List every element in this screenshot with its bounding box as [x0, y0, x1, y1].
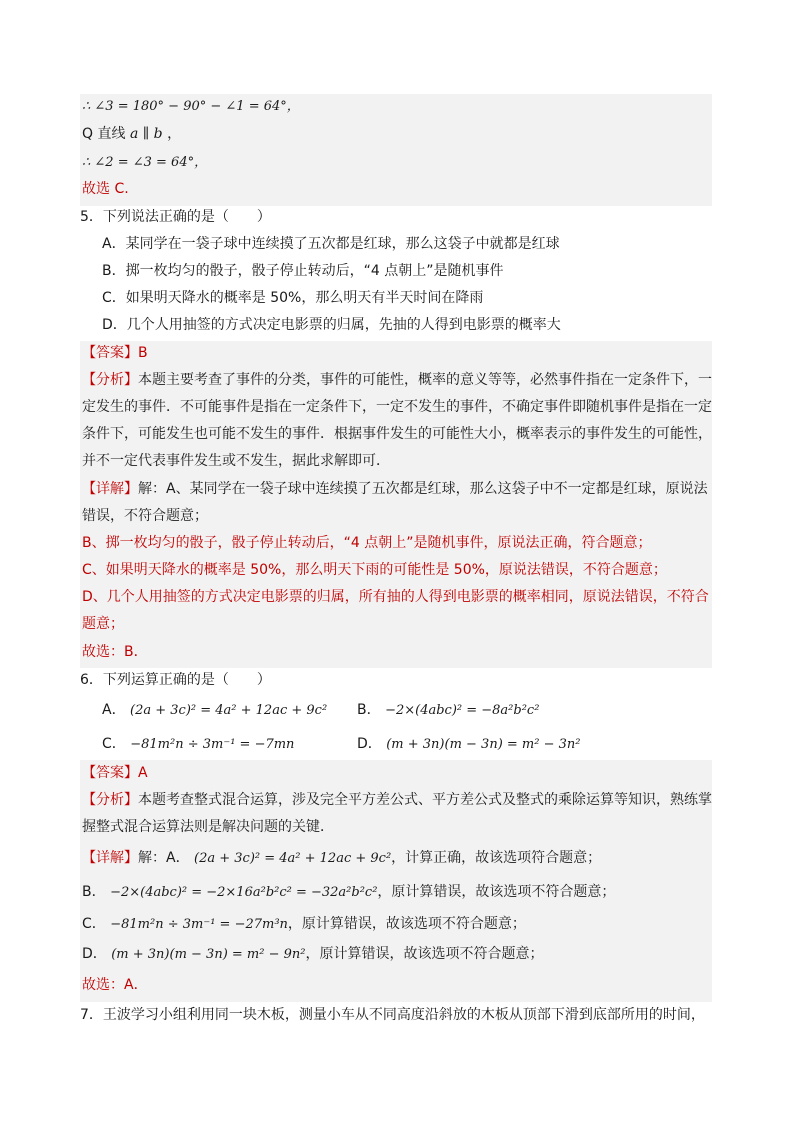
- q6-detail-d-post: ，原计算错误，故该选项不符合题意；: [305, 946, 544, 962]
- q6-detail-b: [82, 883, 615, 902]
- q5-answer: [82, 344, 148, 362]
- q5-detail-tag: 【详解】: [82, 481, 138, 497]
- q5-stem: 5．下列说法正确的是（ ）: [80, 209, 271, 225]
- q5-option-c: C．如果明天降水的概率是 50%，那么明天有半天时间在降雨: [102, 290, 484, 306]
- q6-analysis-text-1: 本题考查整式混合运算，涉及完全平方差公式、平方差公式及整式的乘除运算等知识，熟练掌: [138, 792, 712, 808]
- q6-option-a-expr: (2a + 3c)² = 4a² + 12ac + 9c²: [130, 703, 328, 718]
- q6-detail-b-expr: −2×(4abc)² = −2×16a²b²c² = −32a²b²c²: [110, 885, 378, 900]
- q6-answer: [82, 764, 148, 782]
- q6-detail-c-expr: −81m²n ÷ 3m⁻¹ = −27m³n: [110, 917, 288, 932]
- q6-analysis-2: 握整式混合运算法则是解决问题的关键．: [82, 819, 334, 835]
- q5-analysis-1: [82, 371, 712, 389]
- solution-shade-q5: [80, 341, 712, 668]
- q6-analysis-1: [82, 791, 712, 809]
- q5-analysis-tag: 【分析】: [82, 372, 138, 388]
- q6-detail-d-pre: D．: [82, 946, 107, 962]
- q5-detail-3: B、掷一枚均匀的骰子，骰子停止转动后，“4 点朝上”是随机事件，原说法正确，符合题意；: [82, 535, 652, 551]
- top-because-symbol: Q: [82, 126, 94, 142]
- top-choose: 故选 C.: [82, 181, 129, 197]
- q6-option-c-label: C．: [102, 736, 126, 752]
- q5-detail-6: 题意；: [82, 616, 124, 632]
- q6-detail-a-post: ，计算正确，故该选项符合题意；: [391, 850, 602, 866]
- q5-analysis-2: 定发生的事件．不可能事件是指在一定条件下，一定不发生的事件，不确定事件即随机事件是指在一定: [82, 399, 712, 415]
- q6-detail-a: [82, 849, 601, 868]
- q6-detail-d-expr: (m + 3n)(m − 3n) = m² − 9n²: [111, 947, 306, 962]
- q5-analysis-4: 并不一定代表事件发生或不发生，据此求解即可．: [82, 453, 390, 469]
- q6-option-b-label: B．: [357, 702, 381, 718]
- q6-option-d-expr: (m + 3n)(m − 3n) = m² − 3n²: [386, 737, 581, 752]
- top-angle-eq: ∴ ∠3 = 180° − 90° − ∠1 = 64°，: [82, 99, 300, 114]
- q5-analysis-3: 条件下，可能发生也可能不发生的事件．根据事件发生的可能性大小，概率表示的事件发生的可能性，: [82, 426, 712, 442]
- q5-detail-1: [82, 480, 708, 498]
- q6-detail-c: [82, 915, 526, 934]
- q5-analysis-text-1: 本题主要考查了事件的分类，事件的可能性，概率的意义等等，必然事件指在一定条件下，一: [138, 372, 712, 388]
- top-comma: ，: [167, 126, 182, 142]
- q6-option-b-expr: −2×(4abc)² = −8a²b²c²: [385, 703, 540, 718]
- q6-option-a-label: A．: [102, 702, 126, 718]
- q6-detail-c-post: ，原计算错误，故该选项不符合题意；: [287, 916, 526, 932]
- q6-detail-b-post: ，原计算错误，故该选项不符合题意；: [377, 884, 616, 900]
- q5-option-b: B．掷一枚均匀的骰子，骰子停止转动后，“4 点朝上”是随机事件: [102, 263, 504, 279]
- q5-choose: 故选：B．: [82, 644, 148, 660]
- q6-option-a: [102, 701, 327, 720]
- q5-option-d: D．几个人用抽签的方式决定电影票的归属，先抽的人得到电影票的概率大: [102, 317, 561, 333]
- top-line-1: [82, 97, 300, 116]
- q6-detail-c-pre: C．: [82, 916, 106, 932]
- q6-detail-a-expr: (2a + 3c)² = 4a² + 12ac + 9c²: [194, 851, 392, 866]
- q5-option-a: A．某同学在一袋子球中连续摸了五次都是红球，那么这袋子中就都是红球: [102, 236, 560, 252]
- top-line-3: [82, 153, 207, 172]
- q6-option-b: [357, 701, 539, 720]
- q6-option-c-expr: −81m²n ÷ 3m⁻¹ = −7mn: [130, 737, 295, 752]
- top-line-label: 直线: [97, 126, 126, 142]
- top-angle-eq-2: ∴ ∠2 = ∠3 = 64°，: [82, 155, 208, 170]
- q6-option-d-label: D．: [357, 736, 382, 752]
- q5-detail-4: C、如果明天降水的概率是 50%，那么明天下雨的可能性是 50%，原说法错误，不符合题意；: [82, 562, 667, 578]
- q6-detail-a-pre: 解：A．: [138, 850, 190, 866]
- q6-analysis-tag: 【分析】: [82, 792, 138, 808]
- q5-answer-value: B: [138, 345, 148, 361]
- q7-stem: 7．王波学习小组利用同一块木板，测量小车从不同高度沿斜放的木板从顶部下滑到底部所用的时间，: [80, 1007, 705, 1023]
- q6-choose: 故选：A．: [82, 977, 148, 993]
- q6-stem: 6．下列运算正确的是（ ）: [80, 672, 271, 688]
- q5-detail-2: 错误，不符合题意；: [82, 508, 208, 524]
- q6-detail-tag: 【详解】: [82, 850, 138, 866]
- q6-option-c: [102, 735, 294, 754]
- q6-detail-d: [82, 945, 544, 964]
- top-parallel-expr: a ∥ b: [129, 126, 163, 142]
- q5-answer-tag: 【答案】: [82, 345, 138, 361]
- q6-option-d: [357, 735, 581, 754]
- q5-detail-5: D、几个人用抽签的方式决定电影票的归属，所有抽的人得到电影票的概率相同，原说法错误，不符合: [82, 589, 709, 605]
- q6-answer-value: A: [138, 765, 148, 781]
- top-line-2: [82, 125, 181, 143]
- q6-detail-b-pre: B．: [82, 884, 106, 900]
- q5-detail-text-1: 解：A、某同学在一袋子球中连续摸了五次都是红球，那么这袋子中不一定都是红球，原说法: [138, 481, 708, 497]
- q6-answer-tag: 【答案】: [82, 765, 138, 781]
